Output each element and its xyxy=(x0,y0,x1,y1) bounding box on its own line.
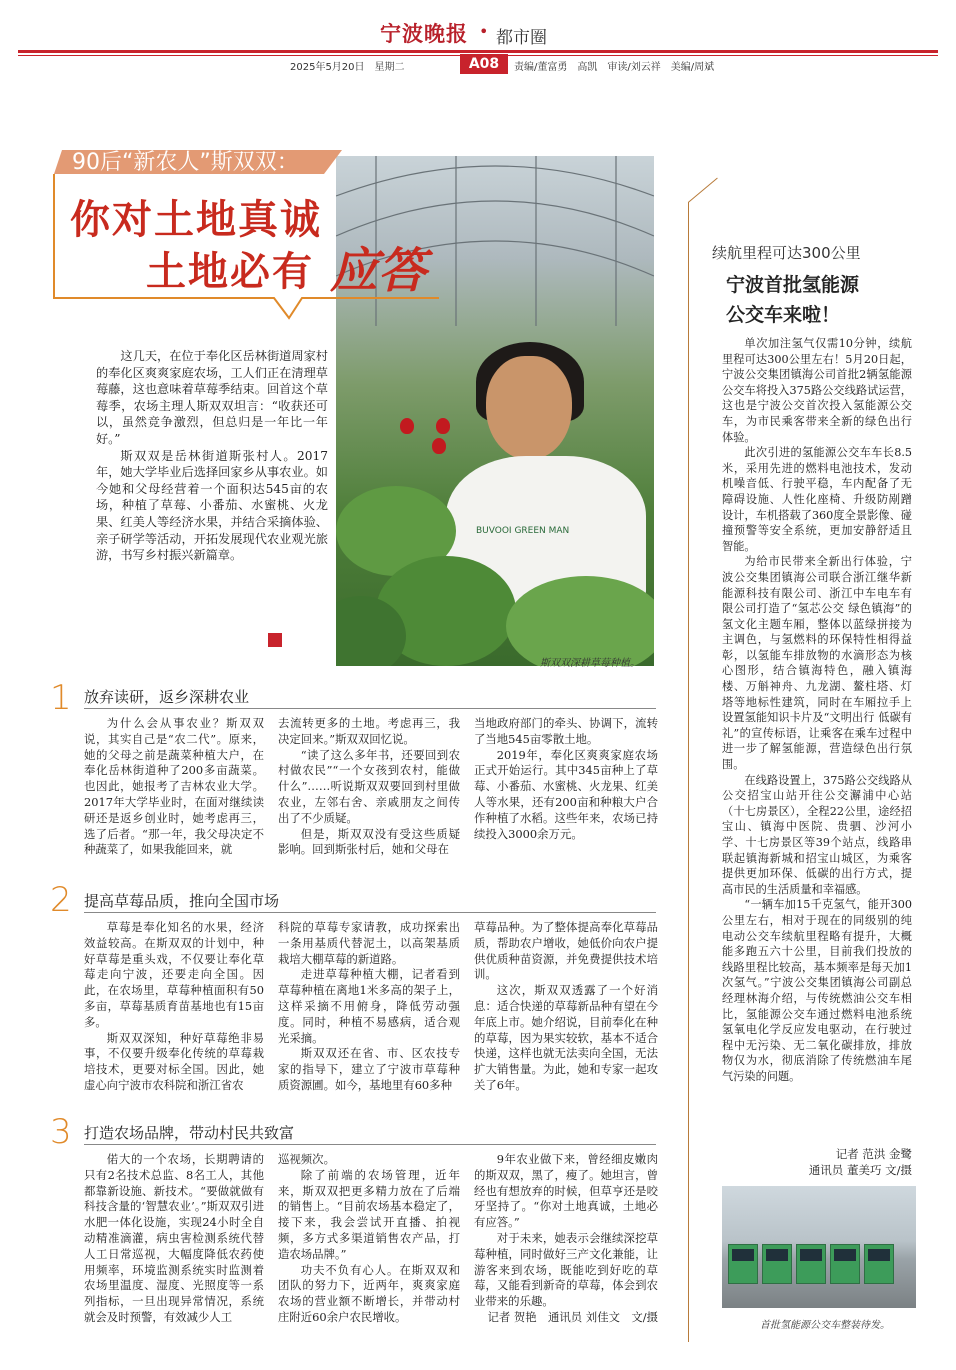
section-1-col-1 xyxy=(84,716,264,858)
sidebar-byline-correspondent: 通讯员 董美巧 文/摄 xyxy=(808,1163,912,1177)
section-number: 2 xyxy=(50,880,72,920)
body-paragraph: 2019年，奉化区爽爽家庭农场正式开始运行。其中345亩种上了草莓、小番茄、水蜜桃、火龙果、红美人等水果，还有200亩和种粮大户合作种植了水稻。这些年来，农场已持续投入3000余万元。 xyxy=(474,747,658,841)
section-title: 放弃读研，返乡深耕农业 xyxy=(84,688,250,706)
body-paragraph: 科院的草莓专家请教，成功探索出一条用基质代替泥土，以高架基质栽培大棚草莓的新道路。 xyxy=(278,920,460,966)
section-title: 提高草莓品质，推向全国市场 xyxy=(84,892,280,910)
body-paragraph: “读了这么多年书，还要回到农村做农民”“一个女孩到农村，能做什么”……听说斯双双要回到村里做农业，左邻右舍、亲戚朋友之间传出了不少质疑。 xyxy=(278,747,460,825)
bus-image xyxy=(762,1244,792,1284)
section-3-col-2 xyxy=(278,1152,460,1326)
body-paragraph: 草莓品种。为了整体提高奉化草莓品质，帮助农户增收，她低价向农户提供优质种苗资源，并免费提供技术培训。 xyxy=(474,920,658,982)
bus-photo-caption: 首批氢能源公交车整装待发。 xyxy=(760,1320,890,1331)
sidebar-title-line-1: 宁波首批氢能源 xyxy=(726,274,860,296)
section-2-col-1 xyxy=(84,920,264,1094)
section-1-col-3 xyxy=(474,716,658,842)
section-name: 都市圈 xyxy=(496,28,547,48)
headline-line-2: 土地必有 xyxy=(146,249,314,295)
strawberry-fruit xyxy=(432,438,446,454)
section-2-col-3 xyxy=(474,920,658,1094)
lead-paragraph: 斯双双是岳林街道斯张村人。2017年，她大学毕业后选择回家乡从事农业。如今她和父母经营着一个面积达545亩的农场，种植了草莓、小番茄、水蜜桃、火龙果、红美人等经济水果，并结合采摘体验、亲子研学等活动，开拓发展现代农业观光旅游，书写乡村振兴新篇章。 xyxy=(96,448,328,563)
sidebar-rule-corner xyxy=(688,178,718,203)
newspaper-logo: 宁波晚报 xyxy=(380,21,468,46)
bus-image xyxy=(728,1244,758,1284)
sidebar-body xyxy=(722,336,912,1085)
sidebar-rule xyxy=(688,202,689,1342)
headline-line-1: 你对土地真诚 xyxy=(70,197,322,243)
section-1-col-2 xyxy=(278,716,460,858)
page-number-tag: A08 xyxy=(460,54,508,74)
bus-image xyxy=(830,1244,860,1284)
section-3-col-3 xyxy=(474,1152,658,1326)
masthead-separator-dot: • xyxy=(479,22,489,41)
bus-image xyxy=(864,1244,894,1284)
body-paragraph: “一辆车加15千克氢气，能开300公里左右，相对于现在的同级别的纯电动公交车续航里程略有提升，大概能多跑五六十公里，目前我们投放的线路里程比较高，基本频率是每天加1次氢气。”宁波公交集团镇海公司副总经理林海介绍，与传统燃油公交车相比，氢能源公交车通过燃料电池系统氢氧电化学反应发电驱动，在行驶过程中无污染、无二氧化碳排放，排放物仅为水，彻底消除了传统燃油车尾气污染的问题。 xyxy=(722,898,912,1083)
sidebar-byline xyxy=(722,1146,912,1178)
person-face xyxy=(486,356,572,460)
body-paragraph: 走进草莓种植大棚，记者看到草莓种植在离地1米多高的架子上，这样采摘不用俯身，降低劳动强度。同时，种植不易感病，适合观光采摘。 xyxy=(278,967,460,1045)
section-3-col-1 xyxy=(84,1152,264,1326)
lead-end-marker xyxy=(268,633,282,647)
sidebar-title-line-2: 公交车来啦！ xyxy=(726,304,841,326)
section-2-col-2 xyxy=(278,920,460,1094)
section-number: 1 xyxy=(50,678,72,718)
article-byline: 记者 贺艳 通讯员 刘佳文 文/摄 xyxy=(487,1309,658,1324)
body-paragraph: 去流转更多的土地。考虑再三，我决定回来。”斯双双回忆说。 xyxy=(278,716,460,746)
lead-paragraphs xyxy=(96,348,328,564)
section-rule xyxy=(84,1144,656,1145)
headline-kicker: 90后“新农人”斯双双： xyxy=(72,150,299,175)
section-rule xyxy=(84,708,656,709)
body-paragraph: 斯双双深知，种好草莓绝非易事，不仅要升级奉化传统的草莓栽培技术，更要对标全国。因此，她虚心向宁波市农科院和浙江省农 xyxy=(84,1030,264,1092)
body-paragraph: 除了前端的农场管理，近年来，斯双双把更多精力放在了后端的销售上。“目前农场基本稳定了，接下来，我会尝试开直播、拍视频，多方式多渠道销售农产品，打造农场品牌。” xyxy=(278,1167,460,1261)
sidebar-kicker: 续航里程可达300公里 xyxy=(712,244,861,262)
body-paragraph: 斯双双还在省、市、区农技专家的指导下，建立了宁波市草莓种质资源圃。如今，基地里有60多种 xyxy=(278,1046,460,1092)
masthead-rule xyxy=(18,50,938,53)
body-paragraph: 功夫不负有心人。在斯双双和团队的努力下，近两年，爽爽家庭农场的营业额不断增长，并带动村庄附近60余户农民增收。 xyxy=(278,1262,460,1324)
body-paragraph: 9年农业做下来，曾经细皮嫩肉的斯双双，黑了，瘦了。她坦言，曾经也有想放弃的时候，但草亨还是咬牙坚持了。“你对土地真诚，土地必有应答。” xyxy=(474,1152,658,1230)
body-paragraph: 为什么会从事农业？斯双双说，其实自己是“农二代”。原来，她的父母之前是蔬菜种植大户，在奉化岳林街道种了200多亩蔬菜。也因此，她报考了吉林农业大学。2017年大学毕业时，在面对继续读研还是返乡创业时，她考虑再三，选了后者。“那一年，我父母决定不种蔬菜了，如果我能回来，就 xyxy=(84,716,264,857)
photo-caption: 斯双双深耕草莓种植。 xyxy=(540,658,640,669)
body-paragraph: 偌大的一个农场，长期聘请的只有2名技术总监、8名工人，其他都靠新设施、新技术。“要做就做有科技含量的‘智慧农业’。”斯双双引进水肥一体化设施，实现24小时全自动精准滴灌，病虫害检测系统代替人工日常巡视，大幅度降低农药使用频率，环境监测系统实时监测着农场里温度、湿度、光照度等一系列指标，一旦出现异常情况，系统就会及时预警，有效减少人工 xyxy=(84,1152,264,1324)
body-paragraph: 当地政府部门的牵头、协调下，流转了当地545亩零散土地。 xyxy=(474,716,658,746)
body-paragraph: 但是，斯双双没有受这些质疑影响。回到斯张村后，她和父母在 xyxy=(278,826,460,857)
editor-credits: 责编/董富勇 高凯 审读/刘云祥 美编/周斌 xyxy=(514,62,715,73)
body-paragraph: 此次引进的氢能源公交车车长8.5米，采用先进的燃料电池技术，发动机噪音低、行驶平稳，车内配备了无障碍设施、人性化座椅、升级防剐蹭设计，车机搭载了360度全景影像、碰撞预警等安全系统，更加安静舒适且智能。 xyxy=(722,446,912,553)
body-paragraph: 草莓是奉化知名的水果，经济效益较高。在斯双双的计划中，种好草莓是重头戏，不仅要让奉化草莓走向宁波，还要走向全国。因此，在农场里，草莓种植面积有50多亩，草莓基质育苗基地也有15亩多。 xyxy=(84,920,264,1029)
lead-paragraph: 这几天，在位于奉化区岳林街道周家村的奉化区爽爽家庭农场，工人们正在清理草莓藤，这也意味着草莓季结束。回首这个草莓季，农场主理人斯双双坦言：“收获还可以，虽然竞争激烈，但总归是一年比一年好。” xyxy=(96,349,328,446)
shirt-print: BUVOOI GREEN MAN xyxy=(476,526,570,536)
body-paragraph: 巡视频次。 xyxy=(278,1152,335,1166)
sidebar-byline-reporter: 记者 范洪 金鹭 xyxy=(835,1147,912,1161)
body-paragraph: 在线路设置上，375路公交线路从公交招宝山站开往公交澥浦中心站（十七房景区），全程22公里，途经招宝山、镇海中医院、贵驷、沙河小学、十七房景区等39个站点，线路串联起镇海新城和招宝山城区，为乘客提供更加环保、低碳的出行方式，提高市民的生活质量和幸福感。 xyxy=(722,773,912,896)
headline-emphasis: 应答 xyxy=(330,243,427,299)
section-title: 打造农场品牌，带动村民共致富 xyxy=(84,1124,295,1142)
dateline: 2025年5月20日 星期二 xyxy=(290,62,405,73)
bus-image xyxy=(796,1244,826,1284)
section-number: 3 xyxy=(50,1112,72,1152)
section-rule xyxy=(84,912,656,913)
hydrogen-bus-photo xyxy=(722,1186,916,1308)
strawberry-fruit xyxy=(400,418,414,434)
body-paragraph: 单次加注氢气仅需10分钟，续航里程可达300公里左右！5月20日起，宁波公交集团镇海公司首批2辆氢能源公交车将投入375路公交线路试运营，这也是宁波公交首次投入氢能源公交车，为市民乘客带来全新的绿色出行体验。 xyxy=(722,337,912,444)
strawberry-fruit xyxy=(436,418,450,434)
body-paragraph: 对于未来，她表示会继续深挖草莓种植，同时做好三产文化兼能，让游客来到农场，既能吃到好吃的草莓，又能看到新奇的草莓，体会到农业带来的乐趣。 xyxy=(474,1230,658,1309)
body-paragraph: 这次，斯双双透露了一个好消息：适合快递的草莓新品种有望在今年底上市。她介绍说，目前奉化在种的草莓，因为果实较软，基本不适合快递，这样也就无法卖向全国，无法扩大销售量。为此，她和专家一起攻关了6年。 xyxy=(474,983,658,1092)
body-paragraph: 为给市民带来全新出行体验，宁波公交集团镇海公司联合浙江继华新能源科技有限公司、浙江中车电车有限公司打造了“氢芯公交 绿色镇海”的氢文化主题车厢，整体以蓝绿拼接为主调色，与氢燃料的环保特性相得益彰，以氢能车排放物的水滴形态为核心图形，结合镇海特色，融入镇海楼、万斛神舟、九龙湖、鳌柱塔、灯塔等地标性建筑，同时在车厢拉手上设置氢能知识卡片及“文明出行 低碳有礼”的宣传标语，让乘客在乘车过程中进一步了解氢能源，营造绿色出行氛围。 xyxy=(722,555,912,772)
